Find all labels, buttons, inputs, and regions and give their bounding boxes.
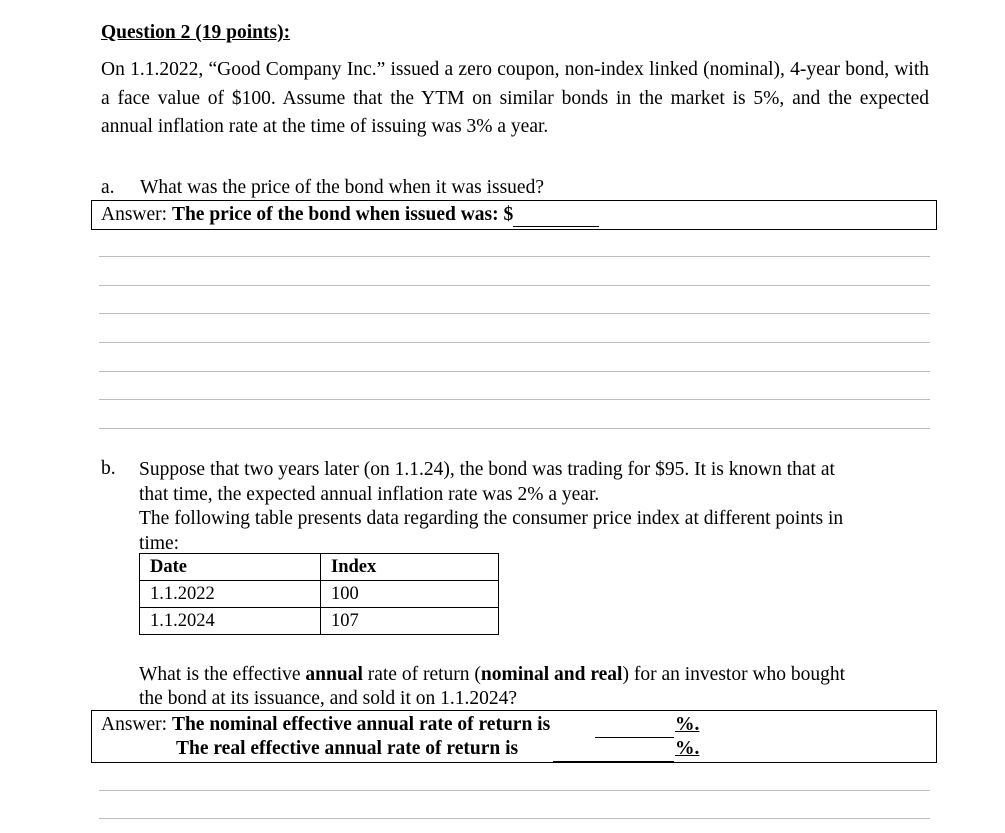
table-cell-index: 107 [321, 608, 499, 635]
table-cell-index: 100 [321, 581, 499, 608]
part-b-letter: b. [101, 458, 116, 479]
question-intro: On 1.1.2022, “Good Company Inc.” issued a zero coupon, non-index linked (nominal), 4-year bond, with a face value of $100. Assume that the YTM on similar bonds in the market is 5%, and the expected annual inflation rate at the time of issuing was 3% a year. [101, 59, 929, 137]
ruled-line [99, 818, 930, 819]
table-cell-date: 1.1.2022 [140, 581, 321, 608]
table-header-index: Index [321, 554, 499, 581]
part-b-line-3: The following table presents data regarding the consumer price index at different points in [139, 508, 844, 529]
ruled-line [99, 342, 930, 343]
table-header-date: Date [140, 554, 321, 581]
part-b-question-annual: annual [305, 664, 363, 685]
nominal-percent-sign: %. [675, 714, 700, 735]
part-a-question: What was the price of the bond when it was issued? [140, 177, 544, 198]
part-a-answer-blank[interactable] [513, 204, 599, 227]
part-b-line-2: that time, the expected annual inflation rate was 2% a year. [139, 483, 600, 505]
part-b-question-pre: What is the effective [139, 664, 306, 685]
cpi-table [139, 553, 499, 635]
real-rate-blank[interactable] [553, 741, 674, 762]
part-a-answer-prefix: Answer: [101, 204, 172, 225]
part-b-question-post: ) for an investor who bought [622, 664, 846, 685]
real-percent-sign: %. [675, 738, 700, 759]
part-a-letter: a. [101, 177, 115, 198]
part-b-line-1: Suppose that two years later (on 1.1.24), the bond was trading for $95. It is known that at [139, 459, 835, 480]
part-a-answer-text: The price of the bond when issued was: $ [171, 204, 514, 225]
ruled-line [99, 399, 930, 400]
ruled-line [99, 428, 930, 429]
part-b-answer-prefix: Answer: [101, 714, 172, 735]
table-header-row [140, 554, 499, 581]
part-b-answer-nominal: The nominal effective annual rate of return is [171, 714, 551, 735]
part-b-line-4: time: [139, 532, 180, 554]
table-row [140, 581, 499, 608]
part-b-answer-real: The real effective annual rate of return is [176, 738, 519, 759]
nominal-rate-blank[interactable] [595, 717, 674, 738]
table-row [140, 608, 499, 635]
ruled-line [99, 313, 930, 314]
part-b-text [139, 458, 843, 556]
part-a-answer-box[interactable] [91, 200, 937, 230]
ruled-line [99, 790, 930, 791]
question-title: Question 2 (19 points): [101, 22, 291, 43]
ruled-line [99, 371, 930, 372]
ruled-line [99, 256, 930, 257]
part-b-question-nominal-real: nominal and real [480, 664, 623, 685]
part-b-question [139, 663, 845, 711]
table-cell-date: 1.1.2024 [140, 608, 321, 635]
part-b-question-mid: rate of return ( [362, 664, 481, 685]
part-b-answer-box[interactable] [91, 710, 937, 763]
part-b-question-line-2: the bond at its issuance, and sold it on 1.1.2024? [139, 688, 518, 709]
ruled-line [99, 285, 930, 286]
